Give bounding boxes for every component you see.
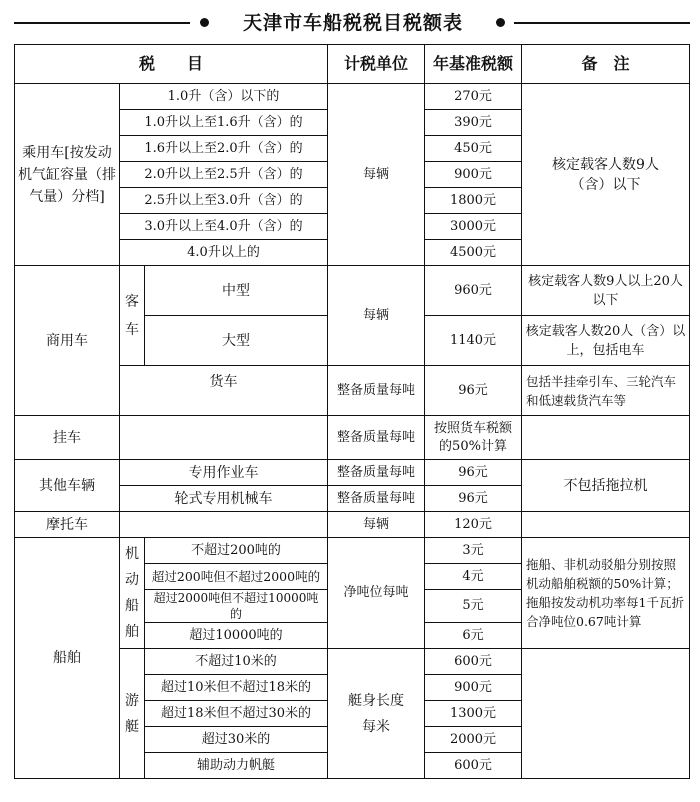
truck-spec: 货车 [120, 366, 328, 416]
passenger-spec: 2.5升以上至3.0升（含）的 [120, 188, 328, 214]
title-rule-right [514, 22, 690, 24]
title-dot-left [200, 18, 209, 27]
table-row [15, 460, 690, 486]
motor-amount: 5元 [425, 590, 522, 623]
motorcycle-category: 摩托车 [15, 512, 120, 538]
yacht-label: 游艇 [120, 649, 145, 779]
header-unit: 计税单位 [328, 45, 425, 84]
motorcycle-spec-empty [120, 512, 328, 538]
bus-amount: 1140元 [425, 316, 522, 366]
yacht-spec: 辅助动力帆艇 [145, 753, 328, 779]
passenger-note: 核定载客人数9人（含）以下 [522, 84, 690, 266]
tax-table [14, 44, 690, 779]
commercial-category: 商用车 [15, 266, 120, 416]
yacht-unit: 艇身长度每米 [328, 649, 425, 779]
other-amount: 96元 [425, 486, 522, 512]
motorcycle-note-empty [522, 512, 690, 538]
passenger-spec: 1.0升（含）以下的 [120, 84, 328, 110]
trailer-category: 挂车 [15, 416, 120, 460]
motor-spec: 超过200吨但不超过2000吨的 [145, 564, 328, 590]
passenger-spec: 1.6升以上至2.0升（含）的 [120, 136, 328, 162]
motor-spec: 不超过200吨的 [145, 538, 328, 564]
motorcycle-unit: 每辆 [328, 512, 425, 538]
truck-amount: 96元 [425, 366, 522, 416]
other-unit: 整备质量每吨 [328, 460, 425, 486]
other-unit: 整备质量每吨 [328, 486, 425, 512]
passenger-spec: 1.0升以上至1.6升（含）的 [120, 110, 328, 136]
other-amount: 96元 [425, 460, 522, 486]
passenger-amount: 390元 [425, 110, 522, 136]
passenger-amount: 4500元 [425, 240, 522, 266]
yacht-spec: 超过30米的 [145, 727, 328, 753]
yacht-amount: 900元 [425, 675, 522, 701]
motorcycle-amount: 120元 [425, 512, 522, 538]
vessel-note: 拖船、非机动驳船分别按照机动船舶税额的50%计算；拖船按发动机功率每1千瓦折合净吨位0.67吨计算 [522, 538, 690, 649]
motor-amount: 4元 [425, 564, 522, 590]
motor-vessel-label: 机动船舶 [120, 538, 145, 649]
yacht-spec: 不超过10米的 [145, 649, 328, 675]
trailer-amount: 按照货车税额的50%计算 [425, 416, 522, 460]
trailer-note-empty [522, 416, 690, 460]
motor-amount: 6元 [425, 623, 522, 649]
page-title: 天津市车船税税目税额表 [242, 12, 463, 34]
motor-spec: 超过10000吨的 [145, 623, 328, 649]
yacht-spec: 超过18米但不超过30米的 [145, 701, 328, 727]
passenger-amount: 3000元 [425, 214, 522, 240]
title-bar [14, 10, 690, 36]
trailer-spec-empty [120, 416, 328, 460]
bus-note: 核定载客人数20人（含）以上，包括电车 [522, 316, 690, 366]
motor-amount: 3元 [425, 538, 522, 564]
passenger-amount: 270元 [425, 84, 522, 110]
passenger-amount: 1800元 [425, 188, 522, 214]
yacht-spec: 超过10米但不超过18米的 [145, 675, 328, 701]
truck-note: 包括半挂牵引车、三轮汽车和低速载货汽车等 [522, 366, 690, 416]
title-dot-right [496, 18, 505, 27]
header-item: 税 目 [15, 45, 328, 84]
bus-spec: 大型 [145, 316, 328, 366]
passenger-spec: 3.0升以上至4.0升（含）的 [120, 214, 328, 240]
motor-unit: 净吨位每吨 [328, 538, 425, 649]
yacht-note-empty [522, 649, 690, 779]
truck-unit: 整备质量每吨 [328, 366, 425, 416]
other-note: 不包括拖拉机 [522, 460, 690, 512]
other-spec: 专用作业车 [120, 460, 328, 486]
passenger-unit: 每辆 [328, 84, 425, 266]
title-rule-left [14, 22, 190, 24]
table-row [15, 84, 690, 110]
yacht-amount: 600元 [425, 649, 522, 675]
bus-spec: 中型 [145, 266, 328, 316]
table-row [15, 416, 690, 460]
bus-note: 核定载客人数9人以上20人以下 [522, 266, 690, 316]
passenger-amount: 450元 [425, 136, 522, 162]
table-row [15, 538, 690, 564]
table-row [15, 512, 690, 538]
bus-unit: 每辆 [328, 266, 425, 366]
trailer-unit: 整备质量每吨 [328, 416, 425, 460]
header-note: 备 注 [522, 45, 690, 84]
yacht-amount: 600元 [425, 753, 522, 779]
motor-spec: 超过2000吨但不超过10000吨的 [145, 590, 328, 623]
vessel-category: 船舶 [15, 538, 120, 779]
header-row [15, 45, 690, 84]
passenger-spec: 2.0升以上至2.5升（含）的 [120, 162, 328, 188]
header-amount: 年基准税额 [425, 45, 522, 84]
yacht-amount: 1300元 [425, 701, 522, 727]
passenger-amount: 900元 [425, 162, 522, 188]
passenger-category: 乘用车[按发动机气缸容量（排气量）分档] [15, 84, 120, 266]
yacht-amount: 2000元 [425, 727, 522, 753]
bus-amount: 960元 [425, 266, 522, 316]
passenger-spec: 4.0升以上的 [120, 240, 328, 266]
bus-label: 客车 [120, 266, 145, 366]
other-spec: 轮式专用机械车 [120, 486, 328, 512]
other-category: 其他车辆 [15, 460, 120, 512]
table-row [15, 266, 690, 316]
